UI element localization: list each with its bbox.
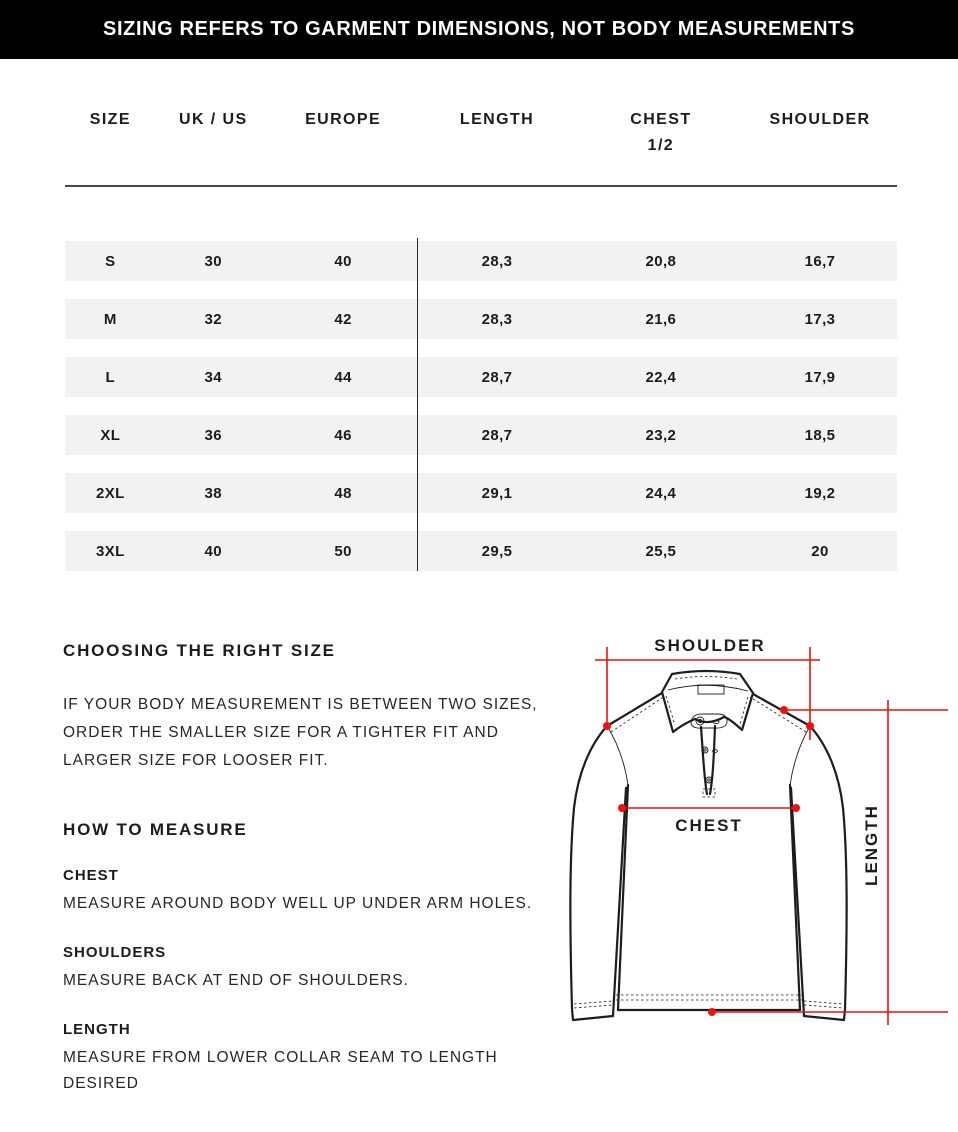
measure-length-label: LENGTH: [63, 1021, 131, 1038]
cell-chest: 23,2: [645, 426, 677, 444]
cell-europe: 50: [334, 542, 352, 560]
cell-uk-us: 30: [204, 252, 223, 270]
cell-europe: 48: [334, 484, 352, 502]
cell-size: 3XL: [95, 542, 125, 560]
cell-uk-us: 40: [204, 542, 223, 560]
measure-length-text: MEASURE FROM LOWER COLLAR SEAM TO LENGTH DESIRED: [63, 1049, 498, 1092]
garment-diagram: [558, 633, 958, 1033]
cell-uk-us: 32: [204, 310, 223, 328]
cell-chest: 25,5: [645, 542, 677, 560]
table-header-rule: [65, 185, 897, 187]
choosing-size-title: CHOOSING THE RIGHT SIZE: [63, 641, 336, 660]
table-row: [65, 415, 897, 455]
cell-shoulder: 19,2: [804, 484, 836, 502]
cell-shoulder: 17,9: [804, 368, 836, 386]
cell-chest: 24,4: [645, 484, 677, 502]
measure-shoulders-label: SHOULDERS: [63, 944, 167, 961]
cell-uk-us: 34: [204, 368, 223, 386]
shoulder-diagram-label: SHOULDER: [654, 636, 766, 655]
column-header-shoulder: SHOULDER: [769, 111, 871, 128]
cell-length: 28,7: [481, 368, 513, 386]
table-row: [65, 299, 897, 339]
polo-shirt-drawing: [570, 671, 846, 1020]
cell-europe: 42: [334, 310, 352, 328]
cell-length: 29,5: [481, 542, 513, 560]
cell-shoulder: 17,3: [804, 310, 836, 328]
sizing-notice-banner: [0, 0, 958, 59]
cell-uk-us: 38: [204, 484, 223, 502]
measure-shoulders-text: MEASURE BACK AT END OF SHOULDERS.: [63, 972, 409, 989]
how-to-measure-title: HOW TO MEASURE: [63, 820, 248, 839]
column-header-europe: EUROPE: [305, 111, 382, 128]
cell-size: M: [103, 310, 117, 328]
column-header-size: SIZE: [89, 111, 131, 128]
choosing-size-paragraph: IF YOUR BODY MEASUREMENT IS BETWEEN TWO SIZES, ORDER THE SMALLER SIZE FOR A TIGHTER FIT AND LARGER SIZE FOR LOOSER FIT.: [63, 696, 538, 769]
cell-length: 29,1: [481, 484, 513, 502]
cell-shoulder: 16,7: [804, 252, 836, 270]
cell-size: S: [105, 252, 116, 270]
size-table-header: [65, 112, 897, 154]
cell-size: 2XL: [95, 484, 125, 502]
cell-europe: 46: [334, 426, 352, 444]
collar: [662, 671, 753, 732]
size-help-text: [63, 637, 585, 1097]
cell-size: L: [105, 368, 116, 386]
sizing-notice-text: SIZING REFERS TO GARMENT DIMENSIONS, NOT BODY MEASUREMENTS: [103, 18, 855, 40]
placket: [701, 727, 707, 794]
table-row: [65, 241, 897, 281]
cell-length: 28,3: [481, 252, 513, 270]
column-header-uk-us: UK / US: [179, 111, 248, 128]
table-row: [65, 357, 897, 397]
cell-chest: 22,4: [645, 368, 677, 386]
cell-shoulder: 18,5: [804, 426, 836, 444]
length-diagram-label: LENGTH: [862, 804, 881, 886]
measure-chest-label: CHEST: [63, 867, 119, 884]
column-header-chest: CHEST 1/2: [579, 112, 743, 154]
table-row: [65, 473, 897, 513]
table-column-divider: [417, 238, 418, 571]
cell-length: 28,7: [481, 426, 513, 444]
size-table-body: [65, 241, 897, 589]
cell-chest: 21,6: [645, 310, 677, 328]
measure-chest-text: MEASURE AROUND BODY WELL UP UNDER ARM HOLES.: [63, 895, 533, 912]
cell-shoulder: 20: [811, 542, 829, 560]
measurement-dots: [603, 706, 814, 1016]
cell-uk-us: 36: [204, 426, 223, 444]
cell-size: XL: [100, 426, 121, 444]
cell-europe: 40: [334, 252, 352, 270]
cell-chest: 20,8: [645, 252, 677, 270]
column-header-length: LENGTH: [459, 111, 535, 128]
table-row: [65, 531, 897, 571]
chest-diagram-label: CHEST: [675, 816, 743, 835]
cell-europe: 44: [334, 368, 352, 386]
placket-bottom-stitch: [703, 789, 715, 797]
cell-length: 28,3: [481, 310, 513, 328]
column-header-chest-sub: 1/2: [647, 137, 675, 154]
